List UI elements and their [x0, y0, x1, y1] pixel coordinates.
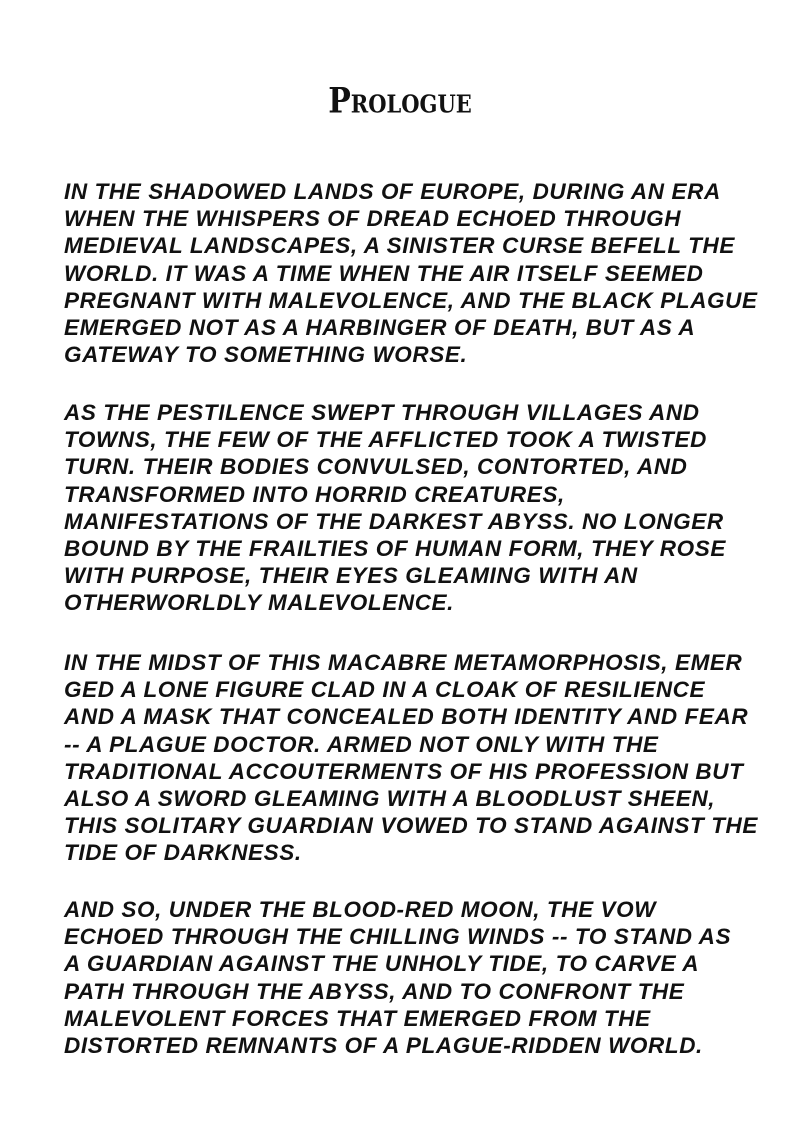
text-line: AND SO, UNDER THE BLOOD-RED MOON, THE VOW	[64, 897, 657, 922]
paragraph-3	[64, 649, 759, 867]
text-line: IN THE MIDST OF THIS MACABRE METAMORPHOSIS, EMER	[64, 650, 743, 675]
text-line: WHEN THE WHISPERS OF DREAD ECHOED THROUGH	[64, 206, 682, 232]
text-line: WORLD. IT WAS A TIME WHEN THE AIR ITSELF SEEMED	[64, 260, 704, 286]
text-line: MALEVOLENT FORCES THAT EMERGED FROM THE	[64, 1005, 651, 1031]
page-title: Prologue	[328, 81, 472, 122]
paragraph-2	[64, 399, 754, 617]
text-line: AND A MASK THAT CONCEALED BOTH IDENTITY AND FEAR	[64, 704, 749, 730]
text-line: AS THE PESTILENCE SWEPT THROUGH VILLAGES AND	[64, 400, 700, 425]
text-line: DISTORTED REMNANTS OF A PLAGUE-RIDDEN WORLD.	[64, 1033, 703, 1059]
paragraph-4	[64, 896, 754, 1059]
text-line: OTHERWORLDLY MALEVOLENCE.	[64, 590, 455, 616]
text-line: PATH THROUGH THE ABYSS, AND TO CONFRONT THE	[64, 978, 685, 1004]
paragraph-1	[64, 178, 758, 368]
text-line: BOUND BY THE FRAILTIES OF HUMAN FORM, THEY ROSE	[64, 536, 726, 562]
text-line: A GUARDIAN AGAINST THE UNHOLY TIDE, TO CARVE A	[64, 951, 700, 977]
text-line: IN THE SHADOWED LANDS OF EUROPE, DURING AN ERA	[64, 179, 721, 204]
text-line: WITH PURPOSE, THEIR EYES GLEAMING WITH AN	[64, 563, 638, 589]
text-line: TURN. THEIR BODIES CONVULSED, CONTORTED, AND	[64, 454, 688, 480]
text-line: TIDE OF DARKNESS.	[64, 840, 302, 866]
text-line: TRADITIONAL ACCOUTERMENTS OF HIS PROFESSION BUT	[64, 758, 744, 784]
text-line: TRANSFORMED INTO HORRID CREATURES,	[64, 481, 565, 507]
text-line: MEDIEVAL LANDSCAPES, A SINISTER CURSE BEFELL THE	[64, 233, 735, 259]
text-line: MANIFESTATIONS OF THE DARKEST ABYSS. NO LONGER	[64, 508, 724, 534]
text-line: GATEWAY TO SOMETHING WORSE.	[64, 342, 468, 368]
text-line: THIS SOLITARY GUARDIAN VOWED TO STAND AGAINST THE	[64, 813, 759, 839]
text-line: EMERGED NOT AS A HARBINGER OF DEATH, BUT AS A	[64, 315, 696, 341]
text-line: ALSO A SWORD GLEAMING WITH A BLOODLUST SHEEN,	[64, 786, 716, 812]
text-line: -- A PLAGUE DOCTOR. ARMED NOT ONLY WITH THE	[64, 731, 659, 757]
text-line: PREGNANT WITH MALEVOLENCE, AND THE BLACK PLAGUE	[64, 287, 758, 313]
text-line: TOWNS, THE FEW OF THE AFFLICTED TOOK A TWISTED	[64, 427, 707, 453]
text-line: GED A LONE FIGURE CLAD IN A CLOAK OF RESILIENCE	[64, 677, 706, 703]
text-line: ECHOED THROUGH THE CHILLING WINDS -- TO STAND AS	[64, 924, 732, 950]
